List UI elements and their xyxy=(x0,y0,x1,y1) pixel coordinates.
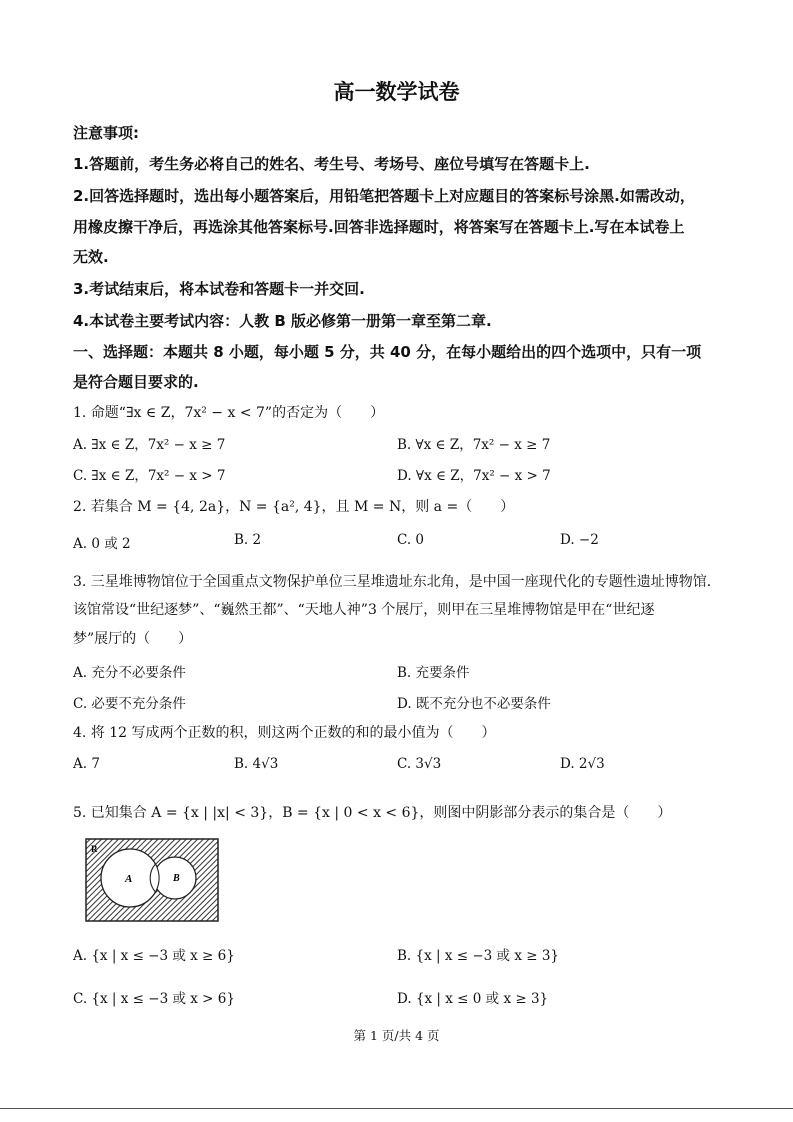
q2-option-c: C. 0 xyxy=(397,532,425,548)
q1-option-d: D. ∀x ∈ Z，7x² − x > 7 xyxy=(397,468,551,484)
q5-stem: 5. 已知集合 A = {x | |x| < 3}，B = {x | 0 < x < 6}，则图中阴影部分表示的集合是（ ） xyxy=(73,805,672,821)
q3-option-b: B. 充要条件 xyxy=(397,665,470,681)
note-item-3: 3.考试结束后，将本试卷和答题卡一并交回. xyxy=(73,280,365,298)
page-footer: 第 1 页/共 4 页 xyxy=(353,1028,440,1043)
q4-stem: 4. 将 12 写成两个正数的积，则这两个正数的和的最小值为（ ） xyxy=(73,725,496,741)
q4-option-b: B. 4√3 xyxy=(234,756,279,772)
venn-universe-label: R xyxy=(91,844,98,854)
q5-option-a: A. {x | x ≤ −3 或 x ≥ 6} xyxy=(73,948,235,964)
q1-option-b: B. ∀x ∈ Z，7x² − x ≥ 7 xyxy=(397,437,551,453)
q3-option-c: C. 必要不充分条件 xyxy=(73,696,186,712)
section-heading-line-2: 是符合题目要求的. xyxy=(73,373,199,391)
q1-option-c: C. ∃x ∈ Z，7x² − x > 7 xyxy=(73,468,226,484)
q1-stem: 1. 命题“∃x ∈ Z，7x² − x < 7”的否定为（ ） xyxy=(73,405,385,421)
q3-option-a: A. 充分不必要条件 xyxy=(73,665,186,681)
q4-option-a: A. 7 xyxy=(73,756,100,772)
q4-option-c: C. 3√3 xyxy=(397,756,442,772)
note-item-1: 1.答题前，考生务必将自己的姓名、考生号、考场号、座位号填写在答题卡上. xyxy=(73,155,590,173)
page-title: 高一数学试卷 xyxy=(333,80,460,104)
notes-heading: 注意事项: xyxy=(73,124,139,142)
venn-label-b: B xyxy=(173,873,180,884)
q3-option-d: D. 既不充分也不必要条件 xyxy=(397,696,551,712)
note-item-2-line-1: 2.回答选择题时，选出每小题答案后，用铅笔把答题卡上对应题目的答案标号涂黑.如需改动， xyxy=(73,187,695,205)
section-heading-line-1: 一、选择题：本题共 8 小题，每小题 5 分，共 40 分，在每小题给出的四个选项中，只有一项 xyxy=(73,343,702,361)
q3-stem-line-3: 梦”展厅的（ ） xyxy=(73,631,193,647)
q2-option-d: D. −2 xyxy=(560,532,599,548)
q2-stem: 2. 若集合 M = {4, 2a}，N = {a², 4}，且 M = N，则 a =（ ） xyxy=(73,499,515,515)
venn-label-a: A xyxy=(125,873,133,885)
q2-option-b: B. 2 xyxy=(234,532,262,548)
q3-stem-line-2: 该馆常设“世纪逐梦”、“巍然王都”、“天地人神”3 个展厅，则甲在三星堆博物馆是甲在“世纪逐 xyxy=(73,602,655,618)
note-item-2-line-2: 用橡皮擦干净后，再选涂其他答案标号.回答非选择题时，将答案写在答题卡上.写在本试卷上 xyxy=(73,218,685,236)
q3-stem-line-1: 3. 三星堆博物馆位于全国重点文物保护单位三星堆遗址东北角，是中国一座现代化的专题性遗址博物馆. xyxy=(73,574,712,590)
q1-option-a: A. ∃x ∈ Z，7x² − x ≥ 7 xyxy=(73,437,226,453)
note-item-2-line-3: 无效. xyxy=(73,248,109,266)
q4-option-d: D. 2√3 xyxy=(560,756,605,772)
q2-option-a: A. 0 或 2 xyxy=(73,536,131,552)
note-item-4: 4.本试卷主要考试内容：人教 B 版必修第一册第一章至第二章. xyxy=(73,312,492,330)
q5-option-c: C. {x | x ≤ −3 或 x > 6} xyxy=(73,991,235,1007)
venn-diagram xyxy=(85,838,219,922)
q5-option-d: D. {x | x ≤ 0 或 x ≥ 3} xyxy=(397,991,549,1007)
page-bottom-border xyxy=(0,1108,793,1109)
q5-option-b: B. {x | x ≤ −3 或 x ≥ 3} xyxy=(397,948,560,964)
